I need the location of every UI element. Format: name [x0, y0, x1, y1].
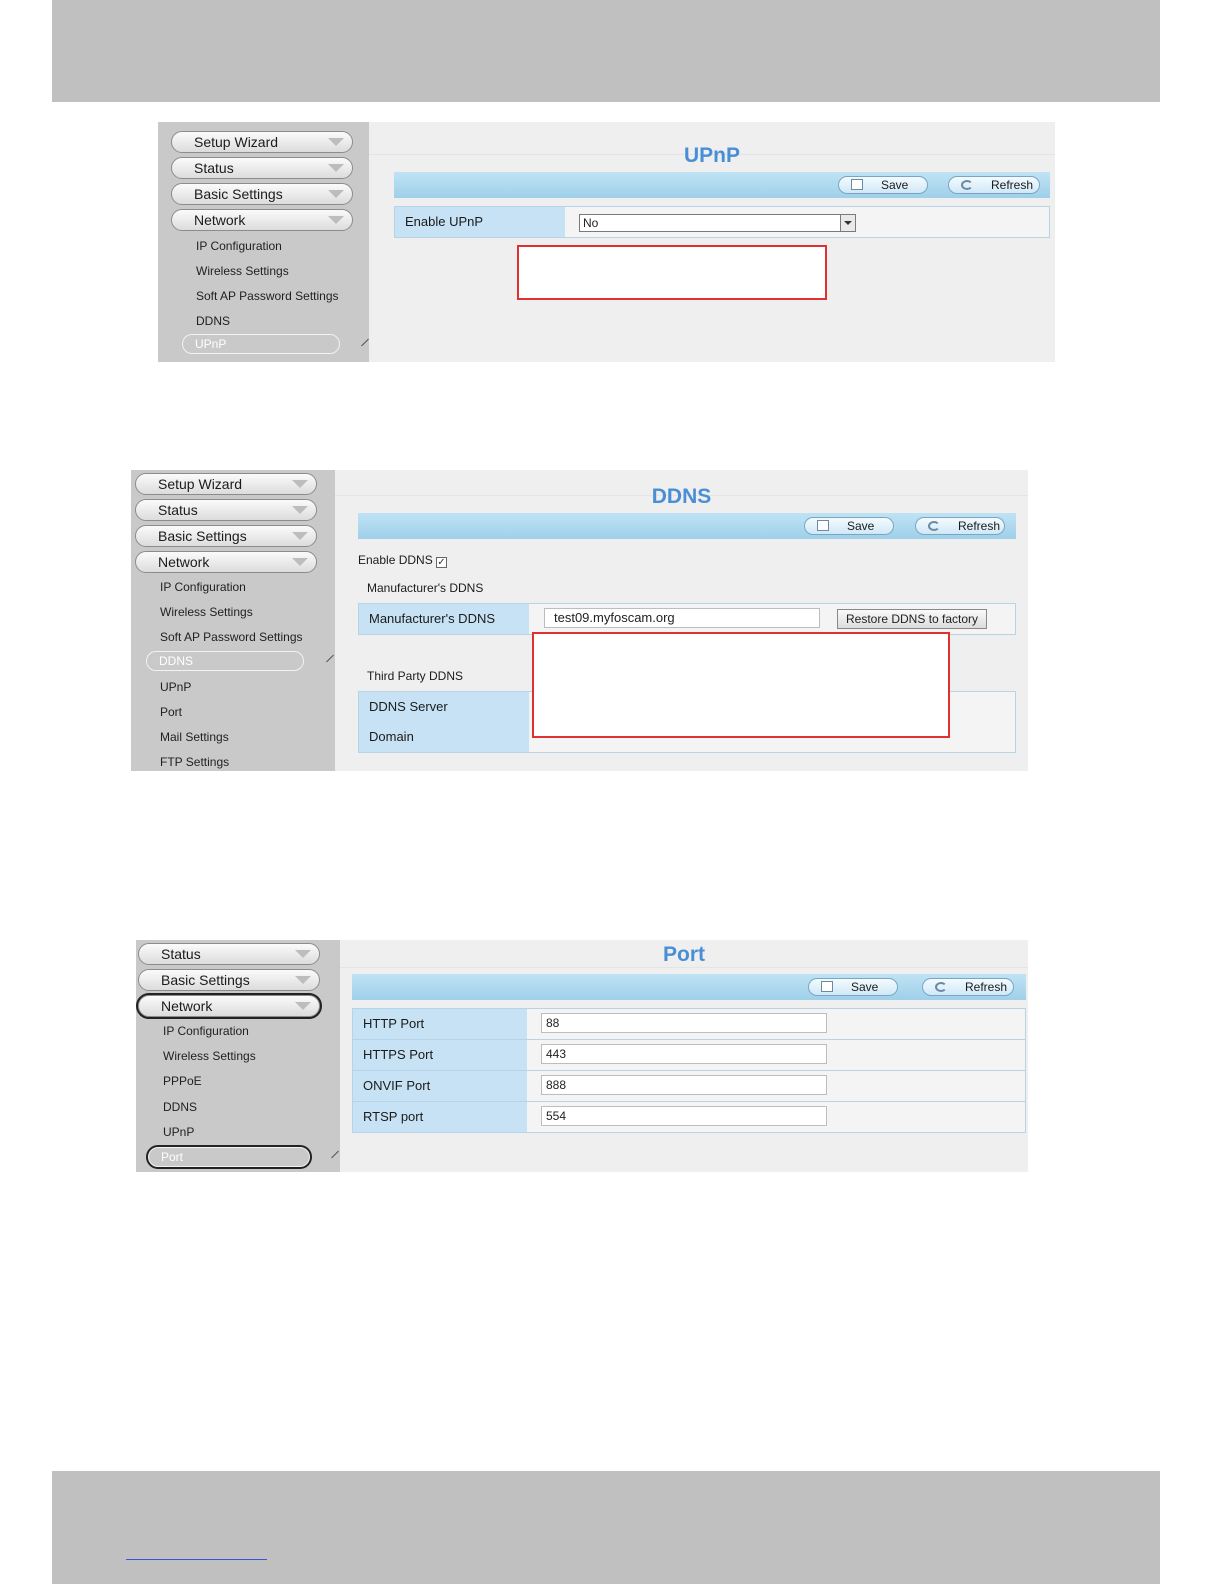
ddns-server-label: DDNS Server — [359, 692, 529, 722]
menu-basic-settings[interactable] — [171, 183, 353, 205]
submenu-mail-settings[interactable]: Mail Settings — [160, 730, 229, 744]
form-row — [394, 206, 1050, 238]
manufacturer-ddns-field[interactable]: test09.myfoscam.org — [544, 608, 820, 628]
refresh-button[interactable] — [915, 517, 1005, 535]
form-value — [527, 1071, 1025, 1101]
manufacturer-ddns-label: Manufacturer's DDNS — [359, 604, 529, 634]
refresh-label: Refresh — [965, 980, 1008, 994]
divider — [340, 967, 1028, 968]
menu-label: Network — [158, 554, 210, 570]
page-title: UPnP — [683, 144, 740, 167]
highlight-box — [532, 632, 950, 738]
onvif-port-input[interactable]: 888 — [541, 1075, 827, 1095]
refresh-icon — [961, 180, 973, 190]
menu-network[interactable] — [171, 209, 353, 231]
third-party-ddns-heading: Third Party DDNS — [367, 669, 464, 683]
main-content — [335, 470, 1028, 771]
refresh-icon — [935, 982, 947, 992]
check-icon: ✓ — [437, 557, 446, 568]
submenu-ddns[interactable]: DDNS — [163, 1100, 198, 1114]
sidebar — [136, 940, 340, 1172]
http-port-label: HTTP Port — [353, 1009, 527, 1039]
refresh-button[interactable] — [922, 978, 1014, 996]
menu-label: Status — [194, 160, 234, 176]
collapse-handle-icon[interactable] — [326, 655, 334, 663]
upnp-screenshot — [158, 122, 1055, 362]
ddns-screenshot — [131, 470, 1028, 771]
save-button[interactable] — [838, 176, 928, 194]
toolbar — [358, 513, 1016, 539]
manufacturer-ddns-row — [358, 603, 1016, 635]
chevron-down-icon — [328, 164, 344, 172]
submenu-pppoe[interactable]: PPPoE — [163, 1074, 202, 1088]
submenu-soft-ap-password[interactable]: Soft AP Password Settings — [196, 289, 339, 303]
chevron-down-icon — [292, 532, 308, 540]
menu-label: Status — [158, 502, 198, 518]
restore-ddns-button[interactable]: Restore DDNS to factory — [837, 609, 987, 629]
chevron-down-icon — [840, 215, 855, 231]
submenu-wireless-settings[interactable]: Wireless Settings — [163, 1049, 256, 1063]
domain-label: Domain — [359, 722, 529, 752]
submenu-port[interactable]: Port — [160, 705, 183, 719]
selected-value: No — [583, 216, 599, 230]
page-title: Port — [663, 943, 705, 966]
form-value — [529, 604, 1015, 634]
chevron-down-icon — [292, 506, 308, 514]
menu-network[interactable] — [138, 995, 320, 1017]
https-port-row — [352, 1040, 1026, 1071]
form-value — [527, 1040, 1025, 1070]
menu-setup-wizard[interactable] — [135, 473, 317, 495]
onvif-port-row — [352, 1071, 1026, 1102]
rtsp-port-input[interactable]: 554 — [541, 1106, 827, 1126]
http-port-input[interactable]: 88 — [541, 1013, 827, 1033]
menu-label: Basic Settings — [158, 528, 247, 544]
manufacturer-ddns-heading: Manufacturer's DDNS — [367, 581, 484, 595]
submenu-ip-configuration[interactable]: IP Configuration — [163, 1024, 249, 1038]
collapse-handle-icon[interactable] — [361, 339, 369, 347]
highlight-box — [517, 245, 827, 300]
chevron-down-icon — [295, 1002, 311, 1010]
refresh-button[interactable] — [948, 176, 1040, 194]
chevron-down-icon — [328, 190, 344, 198]
page-title: DDNS — [651, 485, 712, 508]
https-port-input[interactable]: 443 — [541, 1044, 827, 1064]
toolbar — [394, 172, 1050, 198]
submenu-wireless-settings[interactable]: Wireless Settings — [196, 264, 289, 278]
menu-label: Network — [161, 998, 213, 1014]
chevron-down-icon — [328, 216, 344, 224]
menu-network[interactable] — [135, 551, 317, 573]
enable-ddns-label: Enable DDNS — [358, 553, 433, 567]
submenu-upnp-active[interactable]: UPnP — [182, 334, 340, 354]
save-icon — [817, 520, 829, 531]
rtsp-port-row — [352, 1102, 1026, 1133]
menu-setup-wizard[interactable] — [171, 131, 353, 153]
save-button[interactable] — [808, 978, 898, 996]
chevron-down-icon — [295, 976, 311, 984]
main-content — [340, 940, 1028, 1172]
refresh-label: Refresh — [958, 519, 1001, 533]
submenu-ftp-settings[interactable]: FTP Settings — [160, 755, 230, 769]
chevron-down-icon — [292, 480, 308, 488]
menu-status[interactable] — [138, 943, 320, 965]
page-footer-band — [52, 1471, 1160, 1584]
save-icon — [851, 179, 863, 190]
submenu-ip-configuration[interactable]: IP Configuration — [196, 239, 282, 253]
form-value — [527, 1009, 1025, 1039]
chevron-down-icon — [328, 138, 344, 146]
save-label: Save — [851, 980, 879, 994]
menu-basic-settings[interactable] — [138, 969, 320, 991]
submenu-wireless-settings[interactable]: Wireless Settings — [160, 605, 253, 619]
submenu-ddns[interactable]: DDNS — [196, 314, 231, 328]
menu-label: Status — [161, 946, 201, 962]
save-button[interactable] — [804, 517, 894, 535]
menu-label: Basic Settings — [194, 186, 283, 202]
page-header-band — [52, 0, 1160, 102]
refresh-label: Refresh — [991, 178, 1034, 192]
chevron-down-icon — [292, 558, 308, 566]
main-content — [369, 122, 1055, 362]
enable-upnp-label: Enable UPnP — [395, 207, 565, 237]
refresh-icon — [928, 521, 940, 531]
menu-label: Network — [194, 212, 246, 228]
sidebar — [131, 470, 335, 771]
http-port-row — [352, 1008, 1026, 1040]
https-port-label: HTTPS Port — [353, 1040, 527, 1070]
rtsp-port-label: RTSP port — [353, 1102, 527, 1132]
collapse-handle-icon[interactable] — [331, 1151, 339, 1159]
form-value — [527, 1102, 1025, 1132]
menu-status[interactable] — [171, 157, 353, 179]
menu-label: Setup Wizard — [194, 134, 279, 150]
menu-label: Basic Settings — [161, 972, 250, 988]
submenu-soft-ap-password[interactable]: Soft AP Password Settings — [160, 630, 303, 644]
menu-label: Setup Wizard — [158, 476, 243, 492]
footer-link-underline[interactable] — [126, 1559, 267, 1560]
form-value — [565, 207, 1049, 237]
submenu-upnp[interactable]: UPnP — [160, 680, 192, 694]
submenu-port-active[interactable]: Port — [148, 1147, 310, 1167]
submenu-ddns-active[interactable]: DDNS — [146, 651, 304, 671]
enable-ddns-checkbox[interactable] — [436, 557, 447, 568]
onvif-port-label: ONVIF Port — [353, 1071, 527, 1101]
toolbar — [352, 974, 1026, 1000]
sidebar — [158, 122, 369, 362]
menu-basic-settings[interactable] — [135, 525, 317, 547]
save-label: Save — [847, 519, 875, 533]
submenu-ip-configuration[interactable]: IP Configuration — [160, 580, 246, 594]
port-screenshot — [136, 940, 1028, 1172]
save-label: Save — [881, 178, 909, 192]
save-icon — [821, 981, 833, 992]
enable-upnp-select[interactable] — [579, 214, 856, 232]
submenu-upnp[interactable]: UPnP — [163, 1125, 195, 1139]
menu-status[interactable] — [135, 499, 317, 521]
chevron-down-icon — [295, 950, 311, 958]
